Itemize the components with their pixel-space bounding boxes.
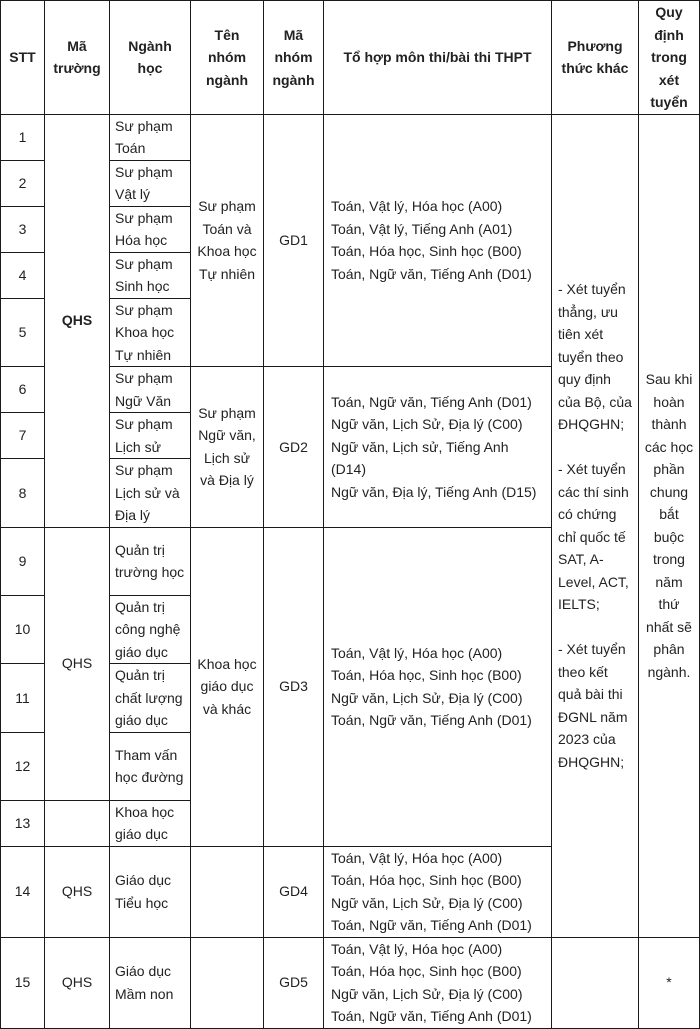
nganh-cell: Quản trị công nghệ giáo dục bbox=[110, 595, 191, 664]
to-hop-line: Ngữ văn, Lịch Sử, Địa lý (C00) bbox=[331, 416, 523, 432]
stt-cell: 5 bbox=[1, 298, 45, 367]
stt-cell: 2 bbox=[1, 160, 45, 206]
ma-truong-cell: QHS bbox=[45, 527, 110, 800]
ten-nhom-cell: Khoa học giáo dục và khác bbox=[191, 527, 264, 846]
stt-cell: 12 bbox=[1, 732, 45, 800]
nganh-cell: Giáo dục Mầm non bbox=[110, 937, 191, 1028]
ten-nhom-cell-empty bbox=[191, 937, 264, 1028]
to-hop-line: Toán, Ngữ văn, Tiếng Anh (D01) bbox=[331, 393, 532, 410]
to-hop-line: Toán, Vật lý, Hóa học (A00) bbox=[331, 644, 503, 661]
header-ma-nhom-nganh: Mã nhóm ngành bbox=[264, 1, 324, 115]
table-row bbox=[1, 937, 700, 1028]
nganh-cell: Sư phạm Lịch sử bbox=[110, 413, 191, 459]
ma-truong-cell: QHS bbox=[45, 114, 110, 527]
to-hop-line: Ngữ văn, Lịch Sử, Địa lý (C00) bbox=[331, 985, 523, 1002]
phuong-thuc-khac-cell bbox=[552, 114, 639, 937]
stt-cell: 7 bbox=[1, 413, 45, 459]
to-hop-cell bbox=[324, 937, 552, 1028]
to-hop-line: Toán, Vật lý, Hóa học (A00) bbox=[331, 198, 503, 215]
quy-dinh-cell: Sau khi hoàn thành các học phần chung bắt buộc trong năm thứ nhất sẽ phân ngành. bbox=[639, 114, 700, 937]
header-stt: STT bbox=[1, 1, 45, 115]
nganh-cell: Sư phạm Ngữ Văn bbox=[110, 367, 191, 413]
header-ma-truong: Mã trường bbox=[45, 1, 110, 115]
to-hop-line: Toán, Ngữ văn, Tiếng Anh (D01) bbox=[331, 917, 532, 933]
to-hop-line: Ngữ văn, Địa lý, Tiếng Anh (D15) bbox=[331, 483, 537, 500]
header-to-hop: Tổ hợp môn thi/bài thi THPT bbox=[324, 1, 552, 115]
stt-cell: 8 bbox=[1, 459, 45, 528]
stt-cell: 11 bbox=[1, 664, 45, 733]
table-row bbox=[1, 114, 700, 160]
stt-cell: 15 bbox=[1, 937, 45, 1028]
quy-dinh-cell: * bbox=[639, 937, 700, 1028]
to-hop-line: Toán, Hóa học, Sinh học (B00) bbox=[331, 872, 522, 888]
ten-nhom-cell: Sư phạm Toán và Khoa học Tự nhiên bbox=[191, 114, 264, 367]
to-hop-line: Toán, Vật lý, Hóa học (A00) bbox=[331, 940, 503, 957]
to-hop-cell bbox=[324, 367, 552, 528]
stt-cell: 14 bbox=[1, 846, 45, 937]
ma-nhom-cell: GD5 bbox=[264, 937, 324, 1028]
nganh-cell: Quản trị chất lượng giáo dục bbox=[110, 664, 191, 733]
to-hop-line: Ngữ văn, Lịch sử, Tiếng Anh (D14) bbox=[331, 438, 509, 477]
to-hop-line: Ngữ văn, Lịch Sử, Địa lý (C00) bbox=[331, 894, 523, 911]
to-hop-line: Toán, Ngữ văn, Tiếng Anh (D01) bbox=[331, 1008, 532, 1024]
ma-truong-cell-empty bbox=[45, 800, 110, 846]
to-hop-line: Toán, Vật lý, Tiếng Anh (A01) bbox=[331, 220, 513, 237]
to-hop-line: Toán, Hóa học, Sinh học (B00) bbox=[331, 667, 522, 683]
to-hop-cell bbox=[324, 527, 552, 846]
ma-nhom-cell: GD4 bbox=[264, 846, 324, 937]
ma-nhom-cell: GD3 bbox=[264, 527, 324, 846]
to-hop-line: Toán, Ngữ văn, Tiếng Anh (D01) bbox=[331, 265, 532, 282]
nganh-cell: Sư phạm Vật lý bbox=[110, 160, 191, 206]
ten-nhom-cell: Sư phạm Ngữ văn, Lịch sử và Địa lý bbox=[191, 367, 264, 528]
to-hop-line: Toán, Hóa học, Sinh học (B00) bbox=[331, 243, 522, 260]
ma-truong-cell: QHS bbox=[45, 846, 110, 937]
method-item: - Xét tuyển các thí sinh có chứng chỉ quốc tế SAT, A-Level, ACT, IELTS; bbox=[558, 461, 629, 612]
to-hop-line: Toán, Hóa học, Sinh học (B00) bbox=[331, 963, 522, 979]
header-quy-dinh: Quy định trong xét tuyển bbox=[639, 1, 700, 115]
nganh-cell: Sư phạm Toán bbox=[110, 114, 191, 160]
header-row bbox=[1, 1, 700, 115]
header-ten-nhom-nganh: Tên nhóm ngành bbox=[191, 1, 264, 115]
header-phuong-thuc-khac: Phương thức khác bbox=[552, 1, 639, 115]
stt-cell: 1 bbox=[1, 114, 45, 160]
to-hop-cell bbox=[324, 114, 552, 367]
stt-cell: 10 bbox=[1, 595, 45, 664]
nganh-cell: Sư phạm Khoa học Tự nhiên bbox=[110, 298, 191, 367]
stt-cell: 9 bbox=[1, 527, 45, 595]
nganh-cell: Tham vấn học đường bbox=[110, 732, 191, 800]
nganh-cell: Quản trị trường học bbox=[110, 527, 191, 595]
stt-cell: 13 bbox=[1, 800, 45, 846]
header-nganh-hoc: Ngành học bbox=[110, 1, 191, 115]
stt-cell: 3 bbox=[1, 206, 45, 252]
stt-cell: 4 bbox=[1, 252, 45, 298]
ma-truong-cell: QHS bbox=[45, 937, 110, 1028]
method-item: - Xét tuyển thẳng, ưu tiên xét tuyển theo quy định của Bộ, của ĐHQGHN; bbox=[558, 281, 632, 432]
to-hop-line: Ngữ văn, Lịch Sử, Địa lý (C00) bbox=[331, 689, 523, 706]
method-item: - Xét tuyển theo kết quả bài thi ĐGNL năm 2023 của ĐHQGHN; bbox=[558, 641, 628, 770]
nganh-cell: Sư phạm Hóa học bbox=[110, 206, 191, 252]
to-hop-line: Toán, Ngữ văn, Tiếng Anh (D01) bbox=[331, 712, 532, 728]
to-hop-cell bbox=[324, 846, 552, 937]
to-hop-line: Toán, Vật lý, Hóa học (A00) bbox=[331, 849, 503, 866]
nganh-cell: Sư phạm Lịch sử và Địa lý bbox=[110, 459, 191, 528]
nganh-cell: Khoa học giáo dục bbox=[110, 800, 191, 846]
ma-nhom-cell: GD2 bbox=[264, 367, 324, 528]
nganh-cell: Sư phạm Sinh học bbox=[110, 252, 191, 298]
ten-nhom-cell-empty bbox=[191, 846, 264, 937]
ma-nhom-cell: GD1 bbox=[264, 114, 324, 367]
phuong-thuc-cell-empty bbox=[552, 937, 639, 1028]
nganh-cell: Giáo dục Tiểu học bbox=[110, 846, 191, 937]
stt-cell: 6 bbox=[1, 367, 45, 413]
